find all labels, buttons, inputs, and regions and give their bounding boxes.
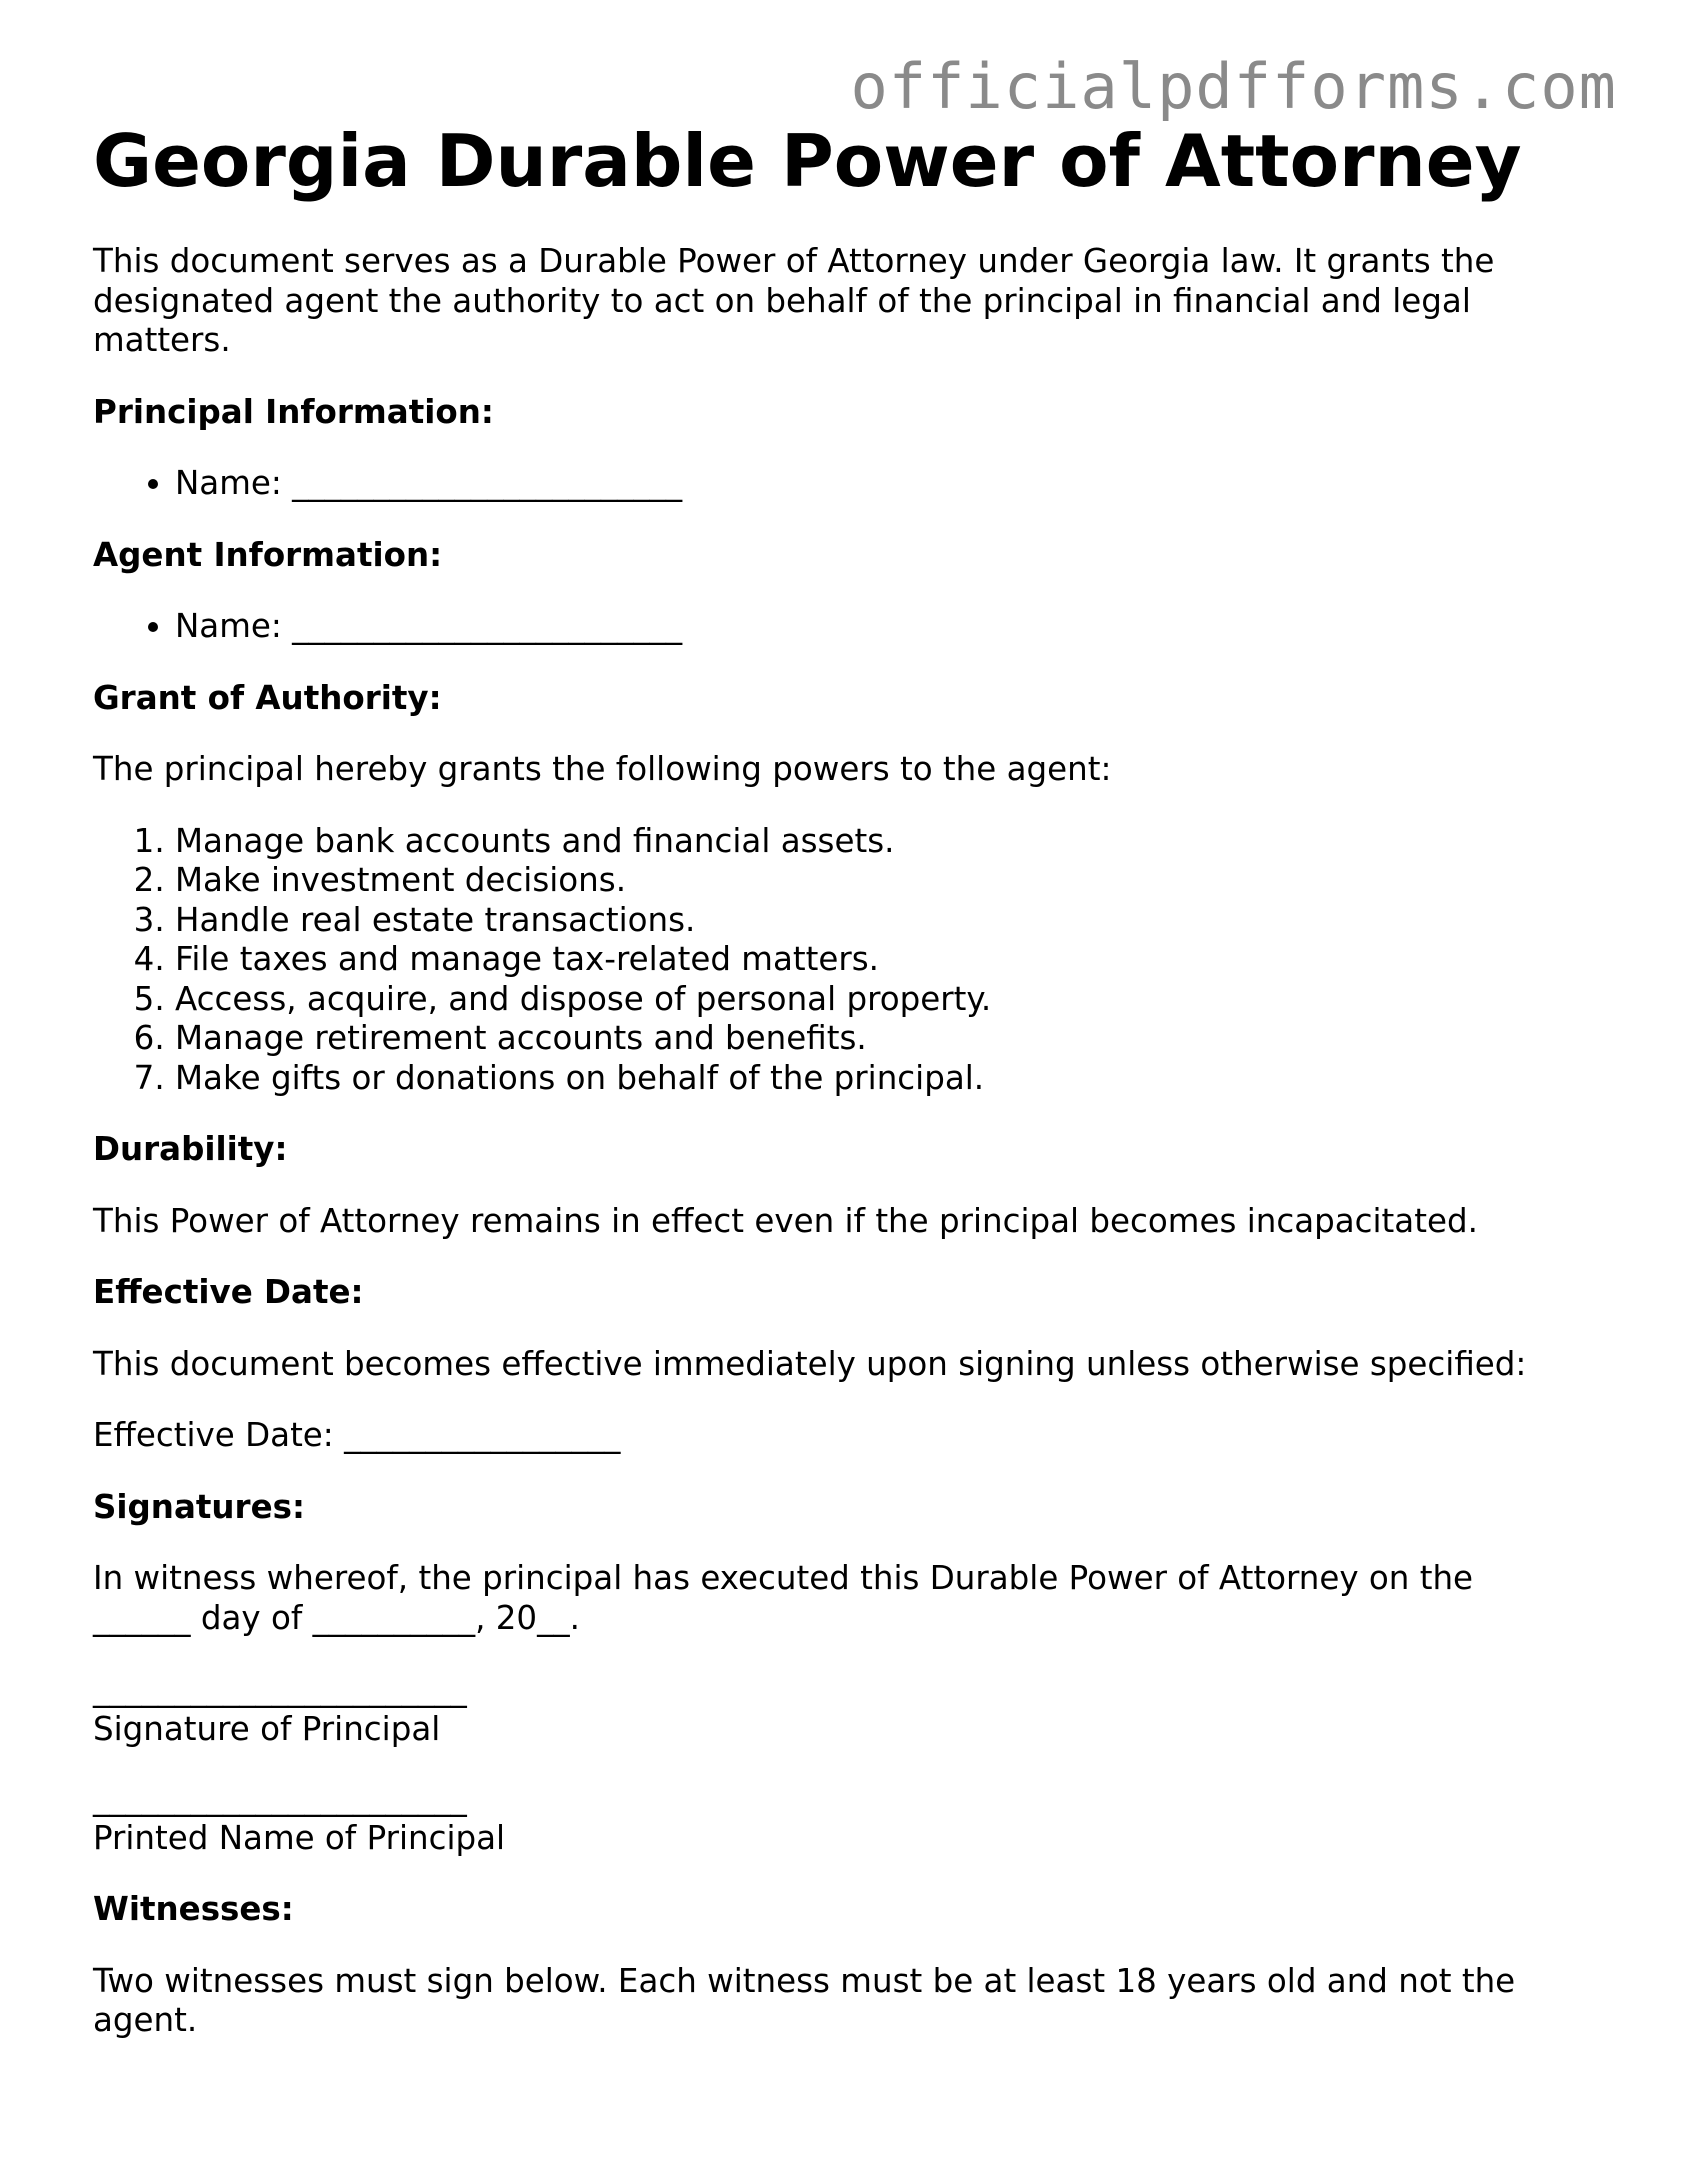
principal-list (93, 464, 1593, 504)
durability-text: This Power of Attorney remains in effect even if the principal becomes incapacitated. (93, 1201, 1478, 1240)
signatures-heading: Signatures: (93, 1487, 305, 1526)
effective-date-text: This document becomes effective immediately upon signing unless otherwise specified: (93, 1344, 1527, 1383)
principal-printed-name-label: Printed Name of Principal (93, 1818, 506, 1857)
power-item: 7. Make gifts or donations on behalf of the principal. (175, 1059, 1593, 1099)
watermark: officialpdfforms.com (850, 50, 1617, 123)
signatures-text (93, 1559, 1593, 1638)
intro-paragraph: This document serves as a Durable Power of Attorney under Georgia law. It grants the designated agent the authority to act on behalf of the principal in financial and legal matters. (93, 242, 1495, 359)
power-item: 6. Manage retirement accounts and benefits. (175, 1019, 1593, 1059)
principal-signature-label: Signature of Principal (93, 1709, 441, 1748)
power-item: 5. Access, acquire, and dispose of personal property. (175, 980, 1593, 1020)
agent-list (93, 607, 1593, 647)
power-item: 1. Manage bank accounts and financial assets. (175, 822, 1593, 862)
principal-heading: Principal Information: (93, 392, 494, 431)
power-item: 2. Make investment decisions. (175, 861, 1593, 901)
signatures-text-line-1: In witness whereof, the principal has executed this Durable Power of Attorney on the (93, 1559, 1474, 1597)
grant-text: The principal hereby grants the following powers to the agent: (93, 750, 1112, 788)
power-item: 3. Handle real estate transactions. (175, 901, 1593, 941)
power-item: 4. File taxes and manage tax-related matters. (175, 940, 1593, 980)
document-body (93, 118, 1593, 2041)
principal-name-field: • Name: ________________________ (175, 464, 1593, 504)
grant-heading: Grant of Authority: (93, 678, 442, 717)
powers-list (93, 822, 1593, 1099)
durability-heading: Durability: (93, 1130, 288, 1168)
witnesses-text: Two witnesses must sign below. Each witness must be at least 18 years old and not the agent. (93, 1961, 1516, 2039)
effective-date-heading: Effective Date: (93, 1273, 364, 1311)
witnesses-heading: Witnesses: (93, 1890, 294, 1928)
principal-signature-block (93, 1670, 1593, 1749)
document-title: Georgia Durable Power of Attorney (93, 119, 1522, 203)
agent-name-field: • Name: ________________________ (175, 607, 1593, 647)
agent-heading: Agent Information: (93, 535, 443, 574)
signatures-text-line-2: ______ day of __________, 20__. (93, 1598, 580, 1637)
principal-printed-name-block (93, 1779, 1593, 1858)
effective-date-field: Effective Date: _________________ (93, 1416, 621, 1454)
principal-printed-name-line: _______________________ (93, 1779, 467, 1817)
principal-signature-line: _______________________ (93, 1670, 467, 1708)
